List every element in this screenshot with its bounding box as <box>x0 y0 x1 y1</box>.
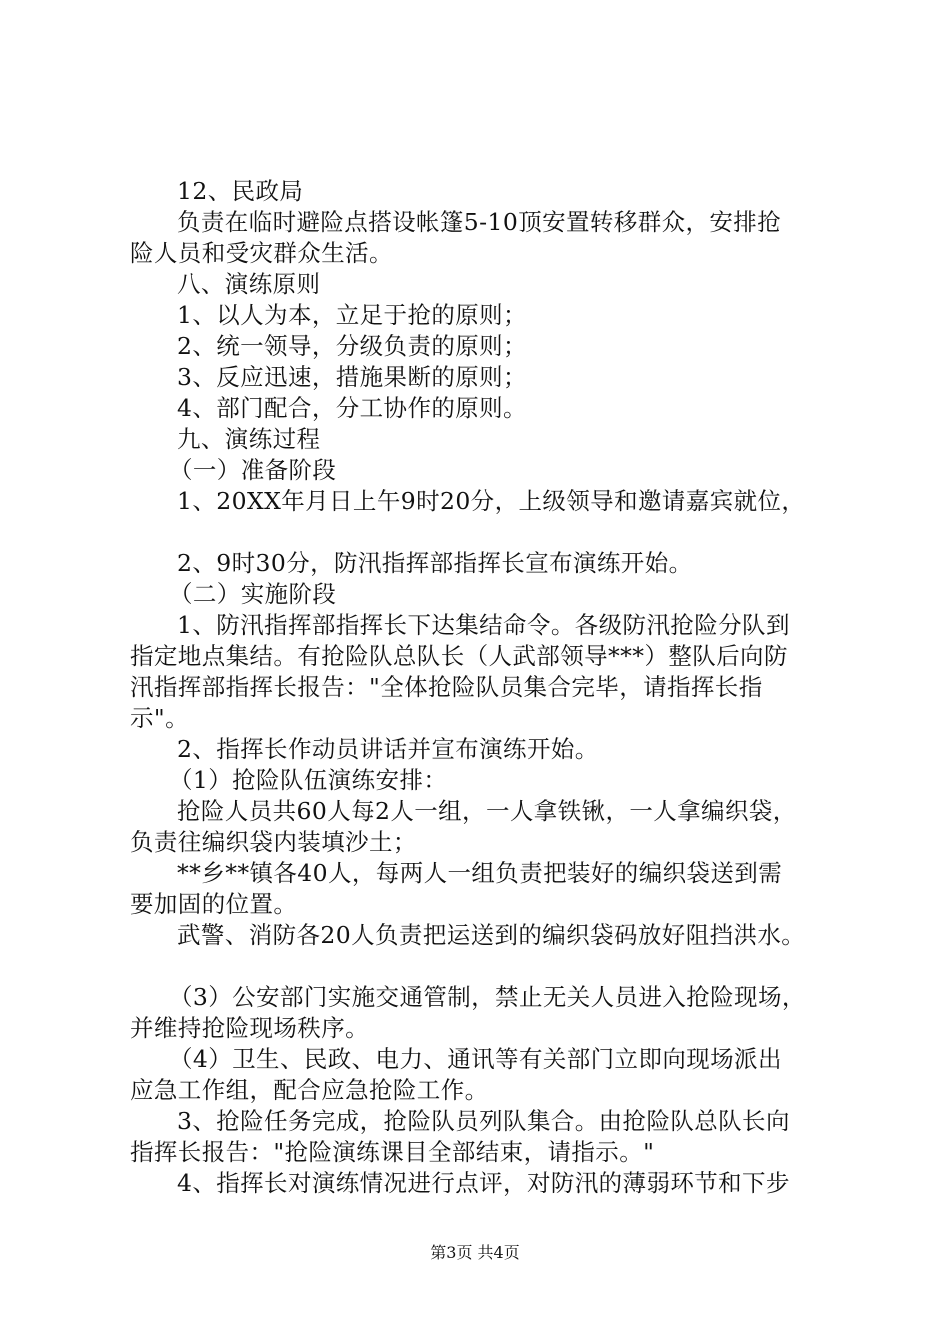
page-footer: 第3页 共4页 <box>430 1243 520 1262</box>
text-line: （3）公安部门实施交通管制，禁止无关人员进入抢险现场， <box>169 983 806 1011</box>
subsection-heading: （一）准备阶段 <box>169 456 337 484</box>
text-line: 应急工作组，配合应急抢险工作。 <box>130 1076 489 1104</box>
text-line: 1、20XX年月日上午9时20分，上级领导和邀请嘉宾就位， <box>177 487 806 515</box>
text-line: 指定地点集结。有抢险队总队长（人武部领导***）整队后向防 <box>130 642 788 670</box>
section-heading: 九、演练过程 <box>177 425 321 453</box>
text-line: 并维持抢险现场秩序。 <box>130 1014 369 1042</box>
section-heading: 八、演练原则 <box>177 270 321 298</box>
text-line: 1、防汛指挥部指挥长下达集结命令。各级防汛抢险分队到 <box>177 611 790 639</box>
text-line: （1）抢险队伍演练安排： <box>169 766 448 794</box>
text-line: 抢险人员共60人每2人一组，一人拿铁锹，一人拿编织袋， <box>177 797 797 825</box>
text-line: 3、抢险任务完成，抢险队员列队集合。由抢险队总队长向 <box>177 1107 790 1135</box>
text-line: 2、统一领导，分级负责的原则； <box>177 332 527 360</box>
text-line: 要加固的位置。 <box>130 890 298 918</box>
text-line: 险人员和受灾群众生活。 <box>130 239 393 267</box>
text-line: 4、部门配合，分工协作的原则。 <box>177 394 527 422</box>
text-line: 2、9时30分，防汛指挥部指挥长宣布演练开始。 <box>177 549 693 577</box>
text-line: 汛指挥部指挥长报告："全体抢险队员集合完毕，请指挥长指 <box>130 673 763 701</box>
subsection-heading: （二）实施阶段 <box>169 580 337 608</box>
blank-line <box>130 517 845 548</box>
document-body <box>130 176 845 1199</box>
text-line: 负责往编织袋内装填沙土； <box>130 828 417 856</box>
text-line: 4、指挥长对演练情况进行点评，对防汛的薄弱环节和下步 <box>177 1169 790 1197</box>
text-line: **乡**镇各40人，每两人一组负责把装好的编织袋送到需 <box>177 859 783 887</box>
text-line: 负责在临时避险点搭设帐篷5-10顶安置转移群众，安排抢 <box>177 208 782 236</box>
blank-line <box>130 951 845 982</box>
text-line: 1、以人为本，立足于抢的原则； <box>177 301 527 329</box>
text-line: 3、反应迅速，措施果断的原则； <box>177 363 527 391</box>
text-line: 2、指挥长作动员讲话并宣布演练开始。 <box>177 735 599 763</box>
text-line: 12、民政局 <box>177 177 304 205</box>
text-line: （4）卫生、民政、电力、通讯等有关部门立即向现场派出 <box>169 1045 782 1073</box>
text-line: 示"。 <box>130 704 190 732</box>
text-line: 指挥长报告："抢险演练课目全部结束，请指示。" <box>130 1138 655 1166</box>
text-line: 武警、消防各20人负责把运送到的编织袋码放好阻挡洪水。 <box>177 921 806 949</box>
